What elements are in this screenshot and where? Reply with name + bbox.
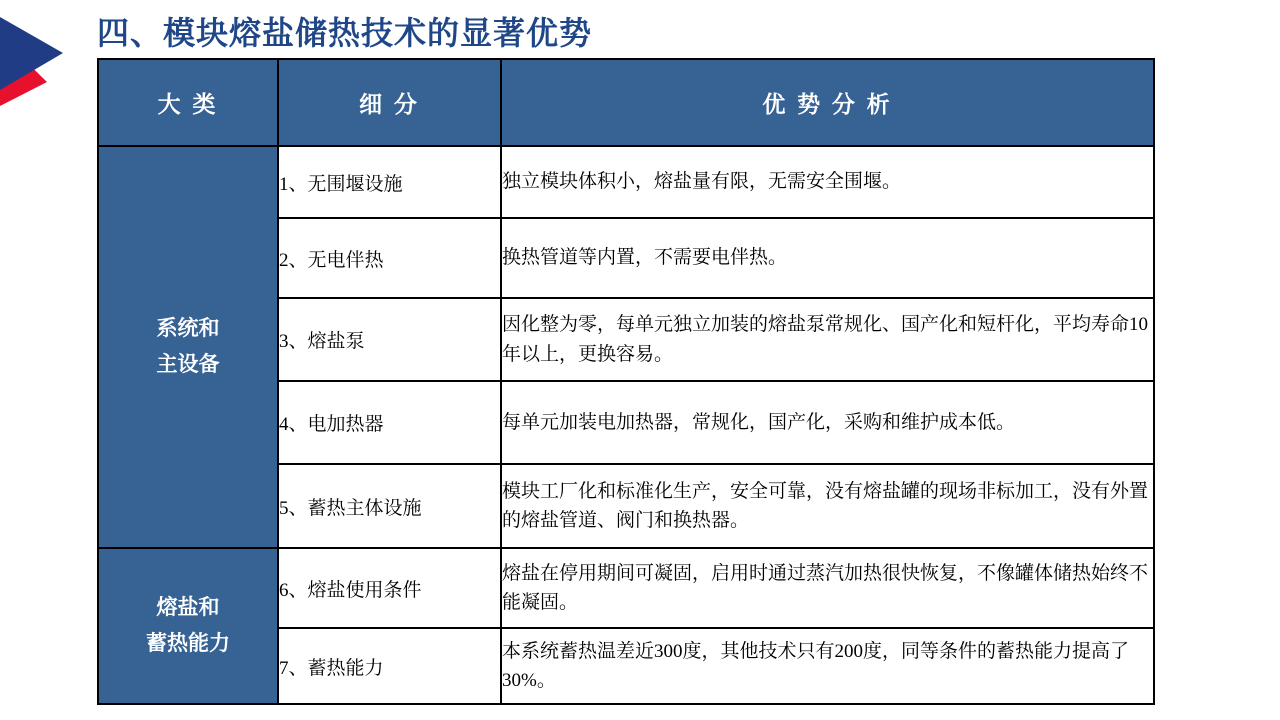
analysis-cell: 模块工厂化和标准化生产，安全可靠，没有熔盐罐的现场非标加工，没有外置的熔盐管道、阀门和换热器。: [501, 464, 1154, 548]
analysis-cell: 独立模块体积小，熔盐量有限，无需安全围堰。: [501, 146, 1154, 218]
table-row: [98, 548, 1154, 628]
subdivision-cell: 2、无电伴热: [278, 218, 501, 298]
subdivision-cell: 1、无围堰设施: [278, 146, 501, 218]
table-row: [98, 146, 1154, 218]
group-label-line: 蓄热能力: [146, 631, 230, 655]
group-label-line: 熔盐和: [156, 595, 220, 620]
analysis-cell: 每单元加装电加热器，常规化，国产化，采购和维护成本低。: [501, 381, 1154, 464]
analysis-cell: 本系统蓄热温差近300度，其他技术只有200度，同等条件的蓄热能力提高了30%。: [501, 628, 1154, 704]
analysis-cell: 换热管道等内置，不需要电伴热。: [501, 218, 1154, 298]
group-cell-salt-capacity: [98, 548, 278, 704]
subdivision-cell: 7、蓄热能力: [278, 628, 501, 704]
header-row: [98, 59, 1154, 146]
subdivision-cell: 5、蓄热主体设施: [278, 464, 501, 548]
header-subdivision: 细 分: [278, 59, 501, 146]
page-title: 四、模块熔盐储热技术的显著优势: [97, 15, 593, 51]
analysis-cell: 因化整为零，每单元独立加装的熔盐泵常规化、国产化和短杆化，平均寿命10年以上，更换容易。: [501, 298, 1154, 381]
group-label-line: 系统和: [156, 316, 220, 341]
group-cell-system-equipment: [98, 146, 278, 548]
advantages-table: [97, 58, 1155, 705]
subdivision-cell: 4、电加热器: [278, 381, 501, 464]
header-category: 大 类: [98, 59, 278, 146]
header-analysis: 优 势 分 析: [501, 59, 1154, 146]
analysis-cell: 熔盐在停用期间可凝固，启用时通过蒸汽加热很快恢复，不像罐体储热始终不能凝固。: [501, 548, 1154, 628]
group-label-line: 主设备: [156, 352, 220, 376]
subdivision-cell: 6、熔盐使用条件: [278, 548, 501, 628]
subdivision-cell: 3、熔盐泵: [278, 298, 501, 381]
